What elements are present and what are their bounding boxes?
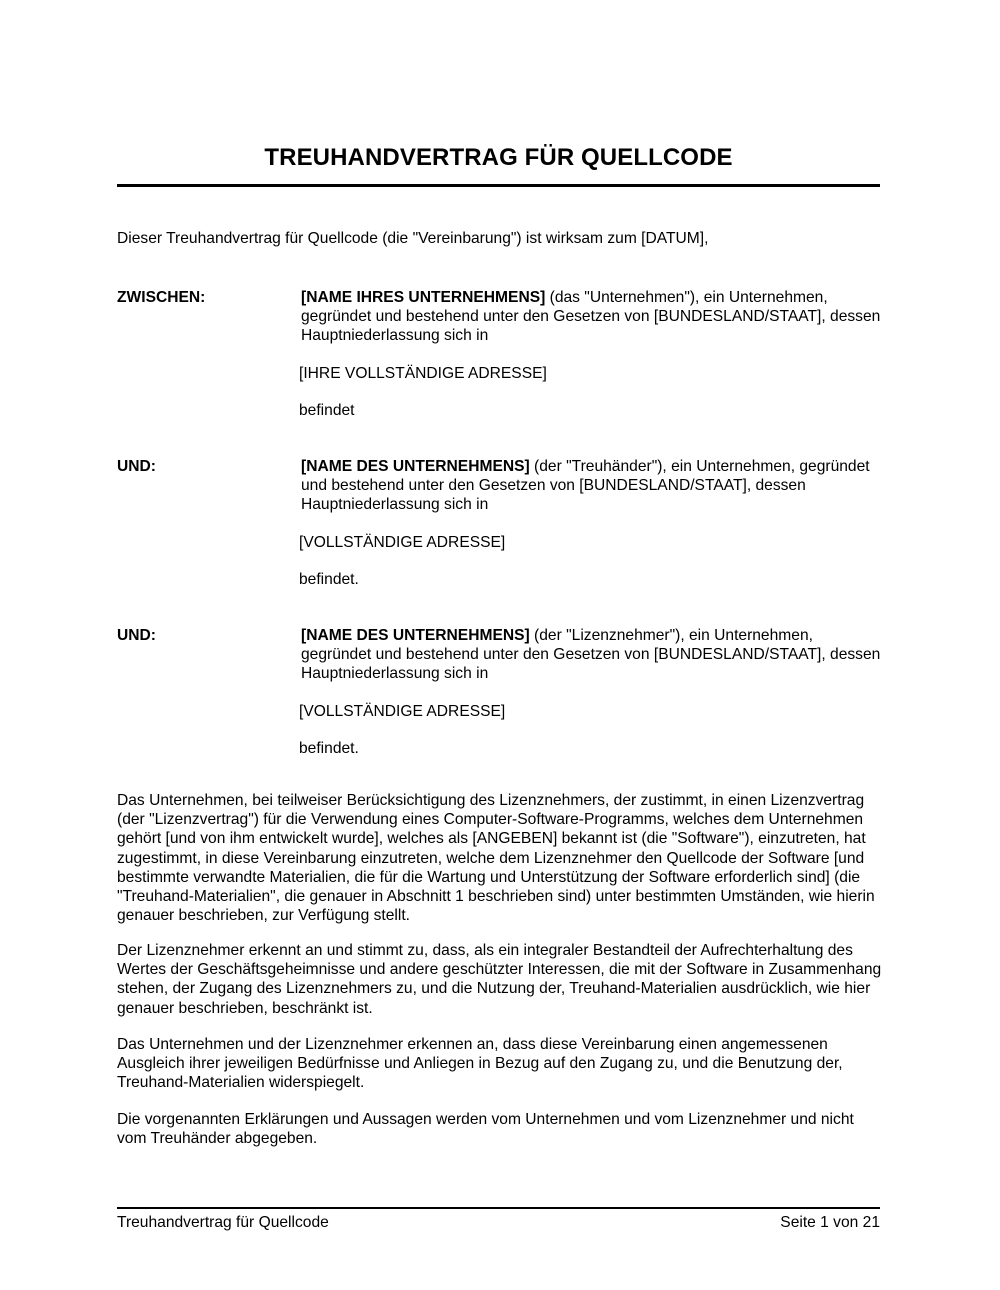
body-paragraph: Das Unternehmen, bei teilweiser Berücksichtigung des Lizenznehmers, der zustimmt, in einen Lizenzvertrag (der "Lizenzvertrag") für die Verwendung eines Computer-Software-Programms, welches dem Unternehmen gehört [und von ihm entwickelt wurde], welches als [ANGEBEN] bekannt ist (die "Software"), einzutreten, hat zugestimmt, in diese Vereinbarung einzutreten, welche dem Lizenznehmer den Quellcode der Software [und bestimmte verwandte Materialien, die für die Wartung und Unterstützung der Software erforderlich sind] (die "Treuhand-Materialien", die genauer in Abschnitt 1 beschrieben sind) unter bestimmten Umständen, wie hierin genauer beschrieben, zur Verfügung stellt. [117, 792, 875, 925]
body-paragraph: Die vorgenannten Erklärungen und Aussagen werden vom Unternehmen und vom Lizenznehmer und nicht vom Treuhänder abgegeben. [117, 1111, 854, 1148]
footer-document-title: Treuhandvertrag für Quellcode [117, 1214, 329, 1231]
party-closing: befindet. [299, 739, 359, 757]
party-description [301, 457, 881, 515]
party-closing: befindet [299, 401, 355, 419]
footer-divider [117, 1207, 880, 1209]
footer-page-number: Seite 1 von 21 [780, 1214, 880, 1231]
party-closing: befindet. [299, 570, 359, 588]
party-description-text: (das "Unternehmen"), ein Unternehmen, gegründet und bestehend unter den Gesetzen von [BUNDESLAND/STAAT], dessen Hauptniederlassung sich in [301, 289, 881, 345]
party-body [301, 288, 881, 420]
party-name: [NAME IHRES UNTERNEHMENS] [301, 289, 546, 306]
party-description [301, 626, 881, 684]
body-paragraph: Der Lizenznehmer erkennt an und stimmt zu, dass, als ein integraler Bestandteil der Aufrechterhaltung des Wertes der Geschäftsgeheimnisse und andere geschützter Interessen, die mit der Software in Zusammenhang stehen, der Zugang des Lizenznehmers zu, und die Nutzung der, Treuhand-Materialien ausdrücklich, wie hier genauer beschrieben, beschränkt ist. [117, 942, 882, 1017]
party-address: [IHRE VOLLSTÄNDIGE ADRESSE] [299, 364, 547, 382]
document-title: TREUHANDVERTRAG FÜR QUELLCODE [264, 144, 733, 171]
party-description [301, 288, 881, 346]
party-description-text: (der "Lizenznehmer"), ein Unternehmen, gegründet und bestehend unter den Gesetzen von [BUNDESLAND/STAAT], dessen Hauptniederlassung sich in [301, 627, 881, 683]
party-name: [NAME DES UNTERNEHMENS] [301, 458, 530, 475]
party-label: UND: [117, 627, 156, 644]
party-address: [VOLLSTÄNDIGE ADRESSE] [299, 533, 506, 551]
party-address: [VOLLSTÄNDIGE ADRESSE] [299, 702, 506, 720]
title-divider [117, 184, 880, 187]
intro-paragraph: Dieser Treuhandvertrag für Quellcode (die "Vereinbarung") ist wirksam zum [DATUM], [117, 230, 709, 247]
body-paragraph: Das Unternehmen und der Lizenznehmer erkennen an, dass diese Vereinbarung einen angemessenen Ausgleich ihrer jeweiligen Bedürfnisse und Anliegen in Bezug auf den Zugang zu, und die Benutzung der, Treuhand-Materialien widerspiegelt. [117, 1036, 843, 1092]
party-label: ZWISCHEN: [117, 289, 206, 306]
party-body [301, 626, 881, 758]
party-label: UND: [117, 458, 156, 475]
party-body [301, 457, 881, 589]
party-description-text: (der "Treuhänder"), ein Unternehmen, gegründet und bestehend unter den Gesetzen von [BUNDESLAND/STAAT], dessen Hauptniederlassung sich in [301, 458, 870, 514]
party-name: [NAME DES UNTERNEHMENS] [301, 627, 530, 644]
